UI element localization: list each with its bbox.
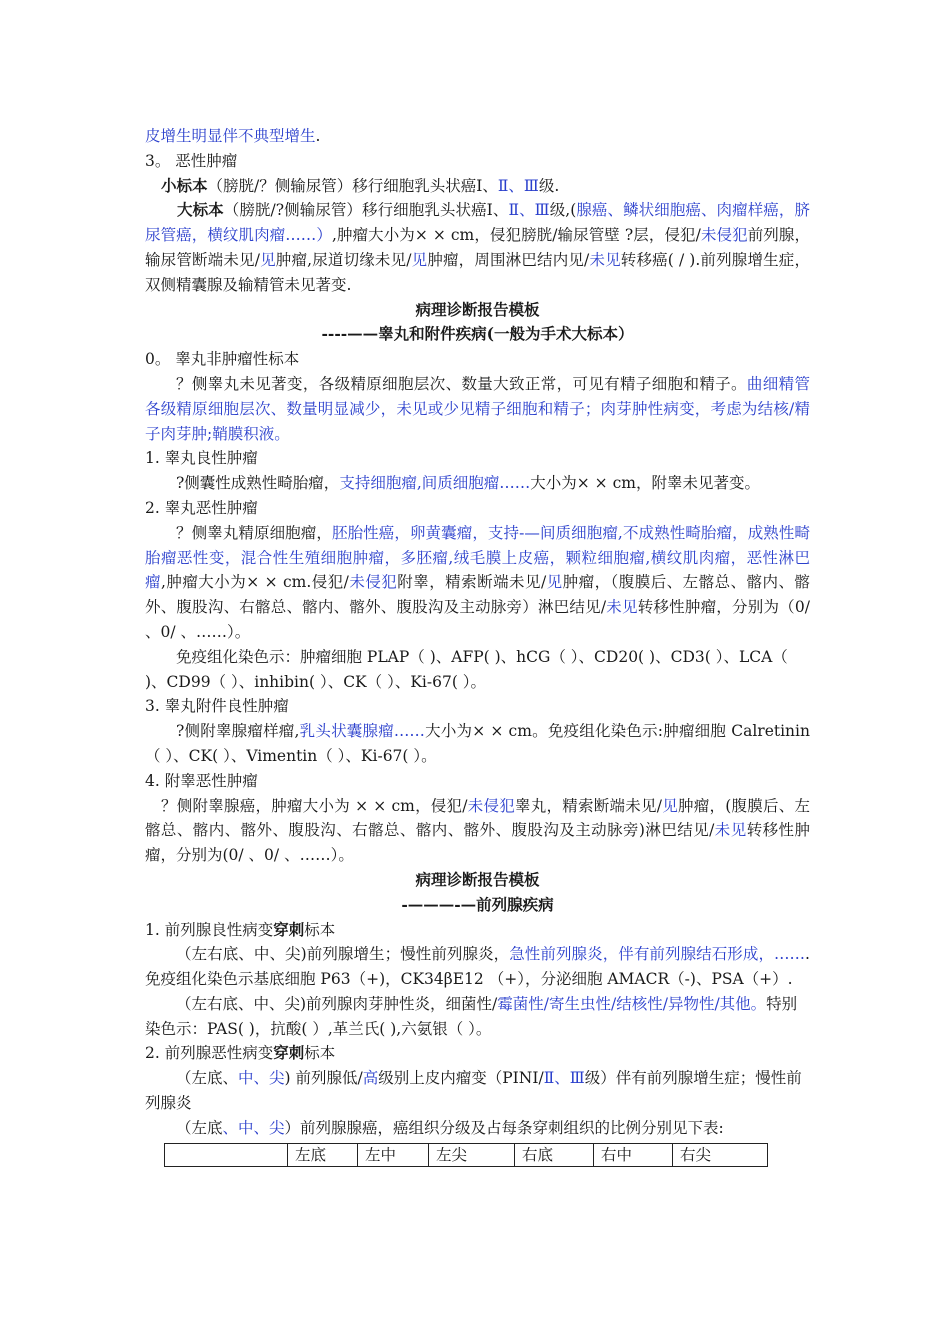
para-small-specimen: 小标本（膀胱/？侧输尿管）移行细胞乳头状癌Ⅰ、Ⅱ、Ⅲ级.	[161, 175, 560, 195]
table-cell: 左中	[358, 1143, 429, 1166]
template-subtitle: ----——睾丸和附件疾病(一般为手术大标本）	[321, 324, 634, 344]
biopsy-table	[164, 1143, 768, 1167]
section-heading: 0。 睾丸非肿瘤性标本	[145, 350, 300, 369]
section-paragraph: ?侧附睾腺瘤样瘤,乳头状囊腺瘤……大小为× × cm。免疫组化染色示:肿瘤细胞 Calretinin（ ）、CK( ）、Vimentin（ ）、Ki-67( ）。	[145, 722, 810, 765]
section-paragraph: （左底、中、尖) 前列腺低/高级别上皮内瘤变（PINI/Ⅱ、Ⅲ级）伴有前列腺增生症；慢性前列腺炎	[145, 1069, 802, 1113]
template-title: 病理诊断报告模板	[415, 869, 540, 889]
document-page	[145, 124, 810, 1167]
table-cell: 右中	[594, 1143, 673, 1166]
table-cell: 右尖	[673, 1143, 768, 1166]
table-row	[165, 1143, 768, 1166]
section-heading: 1. 睾丸良性肿瘤	[145, 449, 258, 468]
section-paragraph: ？侧睾丸未见著变，各级精原细胞层次、数量大致正常，可见有精子细胞和精子。曲细精管各级精原细胞层次、数量明显减少，未见或少见精子细胞和精子；肉芽肿性病变，考虑为结核/精子肉芽肿;鞘膜积液。	[145, 374, 810, 443]
section-paragraph: ？侧睾丸精原细胞瘤，胚胎性癌，卵黄囊瘤，支持-—间质细胞瘤,不成熟性畸胎瘤，成熟性畸胎瘤恶性变，混合性生殖细胞肿瘤，多胚瘤,绒毛膜上皮癌，颗粒细胞瘤,横纹肌肉瘤，恶性淋巴瘤,肿瘤大小为× × cm.侵犯/未侵犯附睾，精索断端未见/见肿瘤，（腹膜后、左髂总、髂内、髂外、腹股沟、右髂总、髂内、髂外、腹股沟及主动脉旁）淋巴结见/未见转移性肿瘤，分别为（0/ 、0/ 、……）。	[145, 523, 810, 641]
section-heading: 1. 前列腺良性病变穿刺标本	[145, 919, 336, 939]
section-heading: 4. 附睾恶性肿瘤	[145, 771, 258, 790]
section-paragraph: ？侧附睾腺癌，肿瘤大小为 × × cm，侵犯/未侵犯睾丸，精索断端未见/见肿瘤，(腹膜后、左髂总、髂内、髂外、腹股沟、右髂总、髂内、髂外、腹股沟及主动脉旁)淋巴结见/未见转移性肿瘤，分别为(0/ 、0/ 、……）。	[145, 796, 810, 865]
section-paragraph: ?侧囊性成熟性畸胎瘤，支持细胞瘤,间质细胞瘤……大小为× × cm，附睾未见著变。	[176, 474, 760, 493]
para-large-specimen: 大标本（膀胱/?侧输尿管）移行细胞乳头状癌Ⅰ、Ⅱ、Ⅲ级,(腺癌、鳞状细胞癌、肉瘤样癌，脐尿管癌，横纹肌肉瘤……）,肿瘤大小为× × cm，侵犯膀胱/输尿管壁 ?层，侵犯/未侵犯前列腺，输尿管断端未见/见肿瘤,尿道切缘未见/见肿瘤，周围淋巴结内见/未见转移癌( / ).前列腺增生症，双侧精囊腺及输精管未见著变.	[145, 200, 810, 294]
section-paragraph: （左右底、中、尖)前列腺增生；慢性前列腺炎，急性前列腺炎，伴有前列腺结石形成，……. 免疫组化染色示基底细胞 P63（+)，CK34βE12 （+），分泌细胞 AMACR（-)、PSA（+）.	[145, 945, 810, 989]
para-continuation: 皮增生明显伴不典型增生.	[145, 127, 321, 145]
section-paragraph: （左底、中、尖）前列腺腺癌，癌组织分级及占每条穿刺组织的比例分别见下表:	[176, 1118, 724, 1137]
table-cell: 左尖	[429, 1143, 515, 1166]
section-paragraph: （左右底、中、尖)前列腺肉芽肿性炎，细菌性/霉菌性/寄生虫性/结核性/异物性/其他。特别染色示：PAS( )，抗酸( ）,革兰氏( ),六氨银（ ）。	[145, 994, 798, 1038]
section-heading: 3. 睾丸附件良性肿瘤	[145, 697, 289, 716]
table-cell	[165, 1143, 288, 1166]
ihc-paragraph: 免疫组化染色示：肿瘤细胞 PLAP（ )、AFP( )、hCG（ ）、CD20( )、CD3( ）、LCA（ )、CD99（ ）、inhibin( ）、CK（ ）、Ki-67( ）。	[145, 647, 788, 691]
table-cell: 右底	[515, 1143, 594, 1166]
section-heading: 2. 前列腺恶性病变穿刺标本	[145, 1043, 336, 1063]
template-subtitle: -———-—前列腺疾病	[401, 894, 554, 914]
table-cell: 左底	[288, 1143, 358, 1166]
section-heading: 2. 睾丸恶性肿瘤	[145, 498, 258, 517]
heading-malignant: 3。 恶性肿瘤	[145, 151, 238, 170]
template-title: 病理诊断报告模板	[415, 299, 540, 319]
